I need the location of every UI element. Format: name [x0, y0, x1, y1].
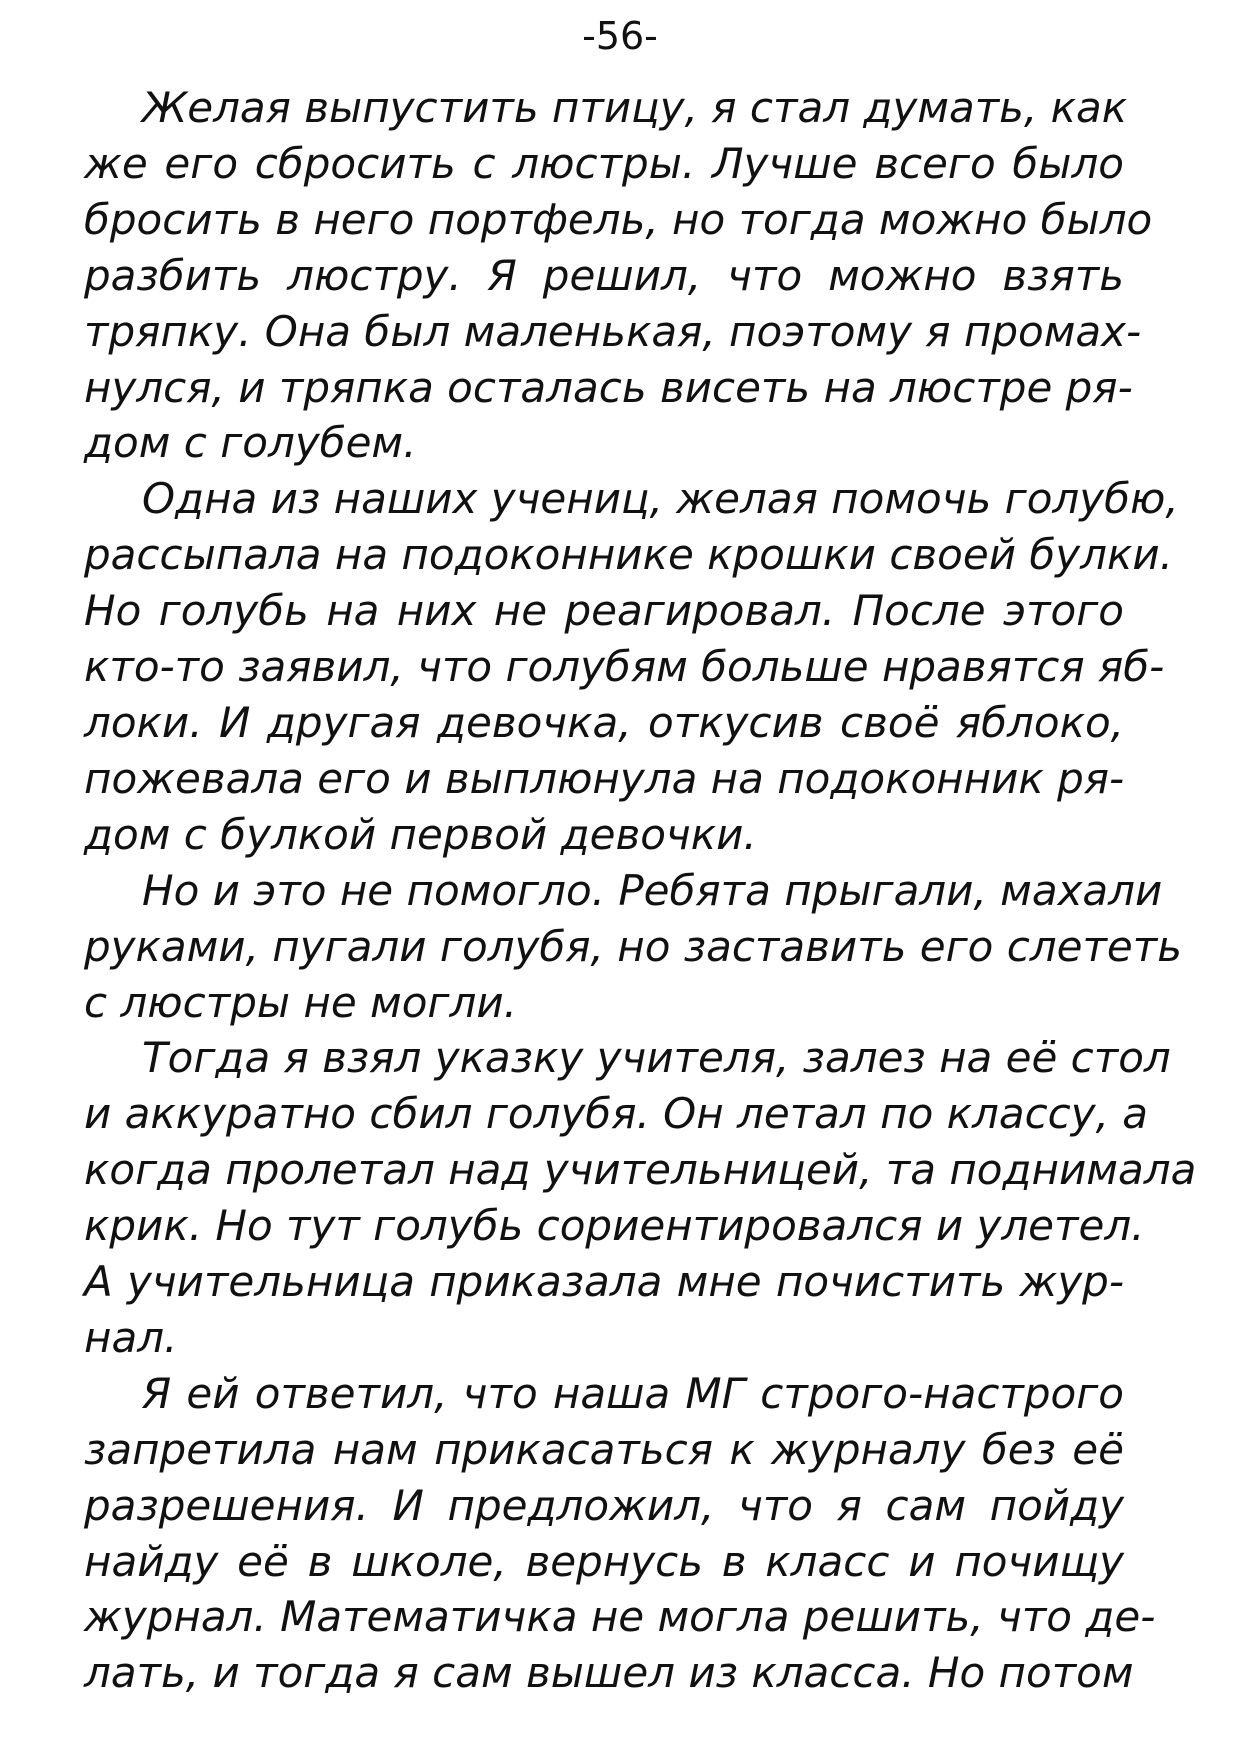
body-text: [84, 80, 1197, 1701]
text-line: тряпку. Она был маленькая, поэтому я промах-: [84, 306, 1142, 356]
text-line: Одна из наших учениц, желая помочь голубю,: [142, 474, 1179, 524]
text-line: Но и это не помогло. Ребята прыгали, махали: [142, 865, 1163, 915]
text-line: запретила нам прикасаться к журналу без её: [84, 1424, 1124, 1474]
text-line: дом с булкой первой девочки.: [84, 809, 757, 859]
text-line: кто-то заявил, что голубям больше нравятся яб-: [84, 642, 1165, 692]
paragraph-1: [84, 80, 1153, 471]
text-line: же его сбросить с люстры. Лучше всего было: [84, 138, 1124, 188]
text-line: и аккуратно сбил голубя. Он летал по классу, а: [84, 1089, 1149, 1139]
text-line: нал.: [84, 1312, 178, 1362]
paragraph-5: [84, 1366, 1156, 1701]
paragraph-4: [84, 1030, 1197, 1365]
text-line: Желая выпустить птицу, я стал думать, как: [142, 83, 1128, 132]
text-line: лать, и тогда я сам вышел из класса. Но потом: [84, 1648, 1134, 1698]
text-line: руками, пугали голубя, но заставить его слететь: [84, 921, 1182, 971]
paragraph-2: [84, 471, 1179, 862]
text-line: пожевала его и выплюнула на подоконник ря-: [84, 753, 1125, 803]
text-line: крик. Но тут голубь сориентировался и улетел.: [84, 1201, 1145, 1251]
text-line: разрешения. И предложил, что я сам пойду: [84, 1480, 1124, 1530]
text-line: бросить в него портфель, но тогда можно было: [84, 194, 1153, 244]
text-line: с люстры не могли.: [84, 977, 517, 1027]
text-line: А учительница приказала мне почистить жур-: [84, 1257, 1124, 1307]
text-line: когда пролетал над учительницей, та поднимала: [84, 1145, 1197, 1195]
paragraph-3: [84, 863, 1182, 1031]
text-line: найду её в школе, вернусь в класс и почищу: [84, 1536, 1124, 1586]
page-number: -56-: [582, 14, 658, 58]
text-line: Тогда я взял указку учителя, залез на её стол: [142, 1033, 1171, 1083]
text-line: дом с голубем.: [84, 418, 417, 468]
text-line: локи. И другая девочка, откусив своё яблоко,: [84, 697, 1124, 747]
text-line: Но голубь на них не реагировал. После этого: [84, 586, 1124, 636]
text-line: нулся, и тряпка осталась висеть на люстре ря-: [84, 362, 1133, 412]
text-line: рассыпала на подоконнике крошки своей булки.: [84, 530, 1173, 580]
text-line: журнал. Математичка не могла решить, что де-: [84, 1592, 1156, 1642]
text-line: Я ей ответил, что наша МГ строго-настрого: [142, 1368, 1124, 1418]
text-line: разбить люстру. Я решил, что можно взять: [84, 250, 1124, 300]
